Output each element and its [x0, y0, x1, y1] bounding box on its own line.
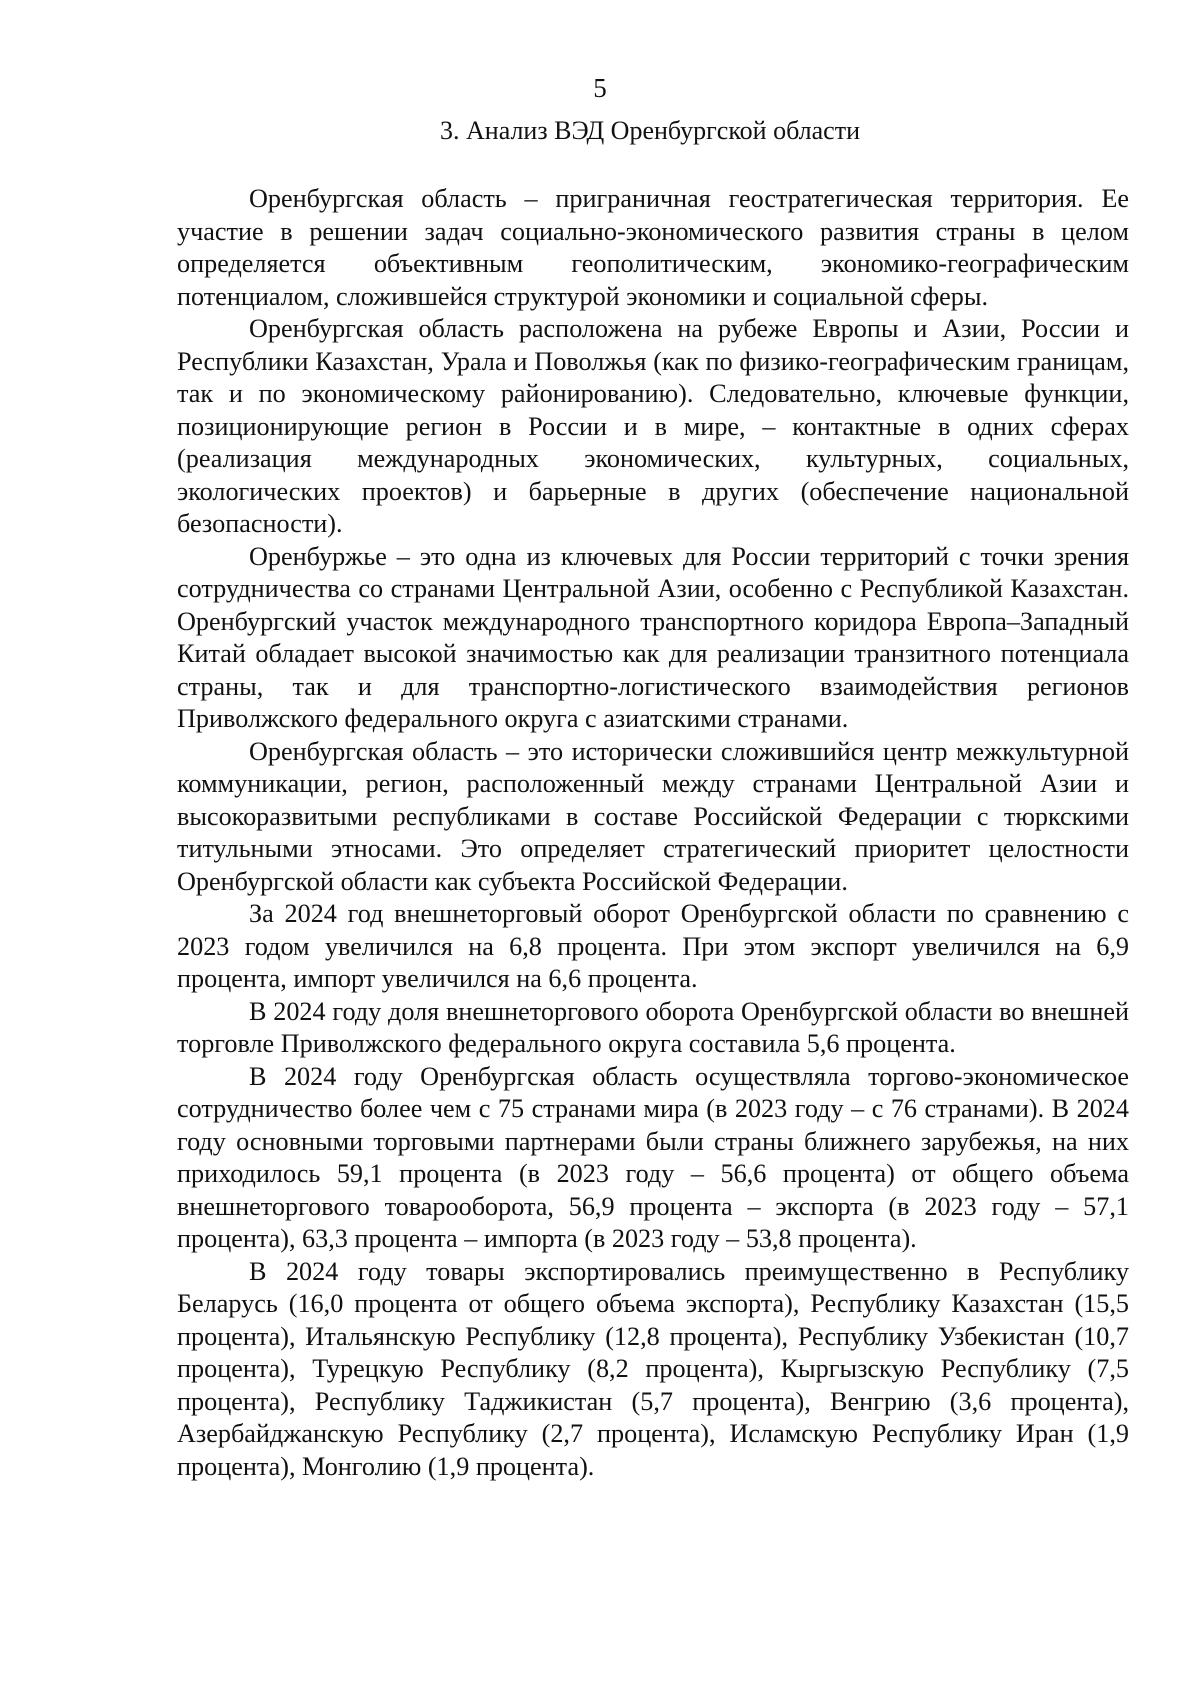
paragraph: В 2024 году Оренбургская область осуществляла торгово-экономическое сотрудничество более чем с 75 странами мира (в 2023 году – с 76 странами). В 2024 году основными торговыми партнерами были страны ближнего зарубежья, на них приходилось 59,1 процента (в 2023 году – 56,6 процента) от общего объема внешнеторгового товарооборота, 56,9 процента – экспорта (в 2023 году – 57,1 процента), 63,3 процента – импорта (в 2023 году – 53,8 процента).: [177, 1061, 1129, 1253]
paragraph: В 2024 году товары экспортировались преимущественно в Республику Беларусь (16,0 процента от общего объема экспорта), Республику Казахстан (15,5 процента), Итальянскую Республику (12,8 процента), Республику Узбекистан (10,7 процента), Турецкую Республику (8,2 процента), Кыргызскую Республику (7,5 процента), Республику Таджикистан (5,7 процента), Венгрию (3,6 процента), Азербайджанскую Республику (2,7 процента), Исламскую Республику Иран (1,9 процента), Монголию (1,9 процента).: [177, 1256, 1129, 1481]
section-title: 3. Анализ ВЭД Оренбургской области: [440, 116, 860, 145]
body-text: [177, 183, 1129, 1483]
paragraph: Оренбургская область – это исторически сложившийся центр межкультурной коммуникации, регион, расположенный между странами Центральной Азии и высокоразвитыми республиками в составе Российской Федерации с тюркскими титульными этносами. Это определяет стратегический приоритет целостности Оренбургской области как субъекта Российской Федерации.: [177, 736, 1129, 896]
paragraph: Оренбуржье – это одна из ключевых для России территорий с точки зрения сотрудничества со странами Центральной Азии, особенно с Республикой Казахстан. Оренбургский участок международного транспортного коридора Европа–Западный Китай обладает высокой значимостью как для реализации транзитного потенциала страны, так и для транспортно-логистического взаимодействия регионов Приволжского федерального округа с азиатскими странами.: [177, 541, 1129, 733]
page-number: 5: [593, 73, 607, 103]
paragraph: В 2024 году доля внешнеторгового оборота Оренбургской области во внешней торговле Приволжского федерального округа составила 5,6 процента.: [177, 996, 1129, 1058]
paragraph: Оренбургская область – приграничная геостратегическая территория. Ее участие в решении задач социально-экономического развития страны в целом определяется объективным геополитическим, экономико-географическим потенциалом, сложившейся структурой экономики и социальной сферы.: [177, 184, 1129, 311]
paragraph: Оренбургская область расположена на рубеже Европы и Азии, России и Республики Казахстан, Урала и Поволжья (как по физико-географическим границам, так и по экономическому районированию). Следовательно, ключевые функции, позиционирующие регион в России и в мире, – контактные в одних сферах (реализация международных экономических, культурных, социальных, экологических проектов) и барьерные в других (обеспечение национальной безопасности).: [177, 314, 1129, 538]
paragraph: За 2024 год внешнеторговый оборот Оренбургской области по сравнению с 2023 годом увеличился на 6,8 процента. При этом экспорт увеличился на 6,9 процента, импорт увеличился на 6,6 процента.: [177, 899, 1129, 993]
